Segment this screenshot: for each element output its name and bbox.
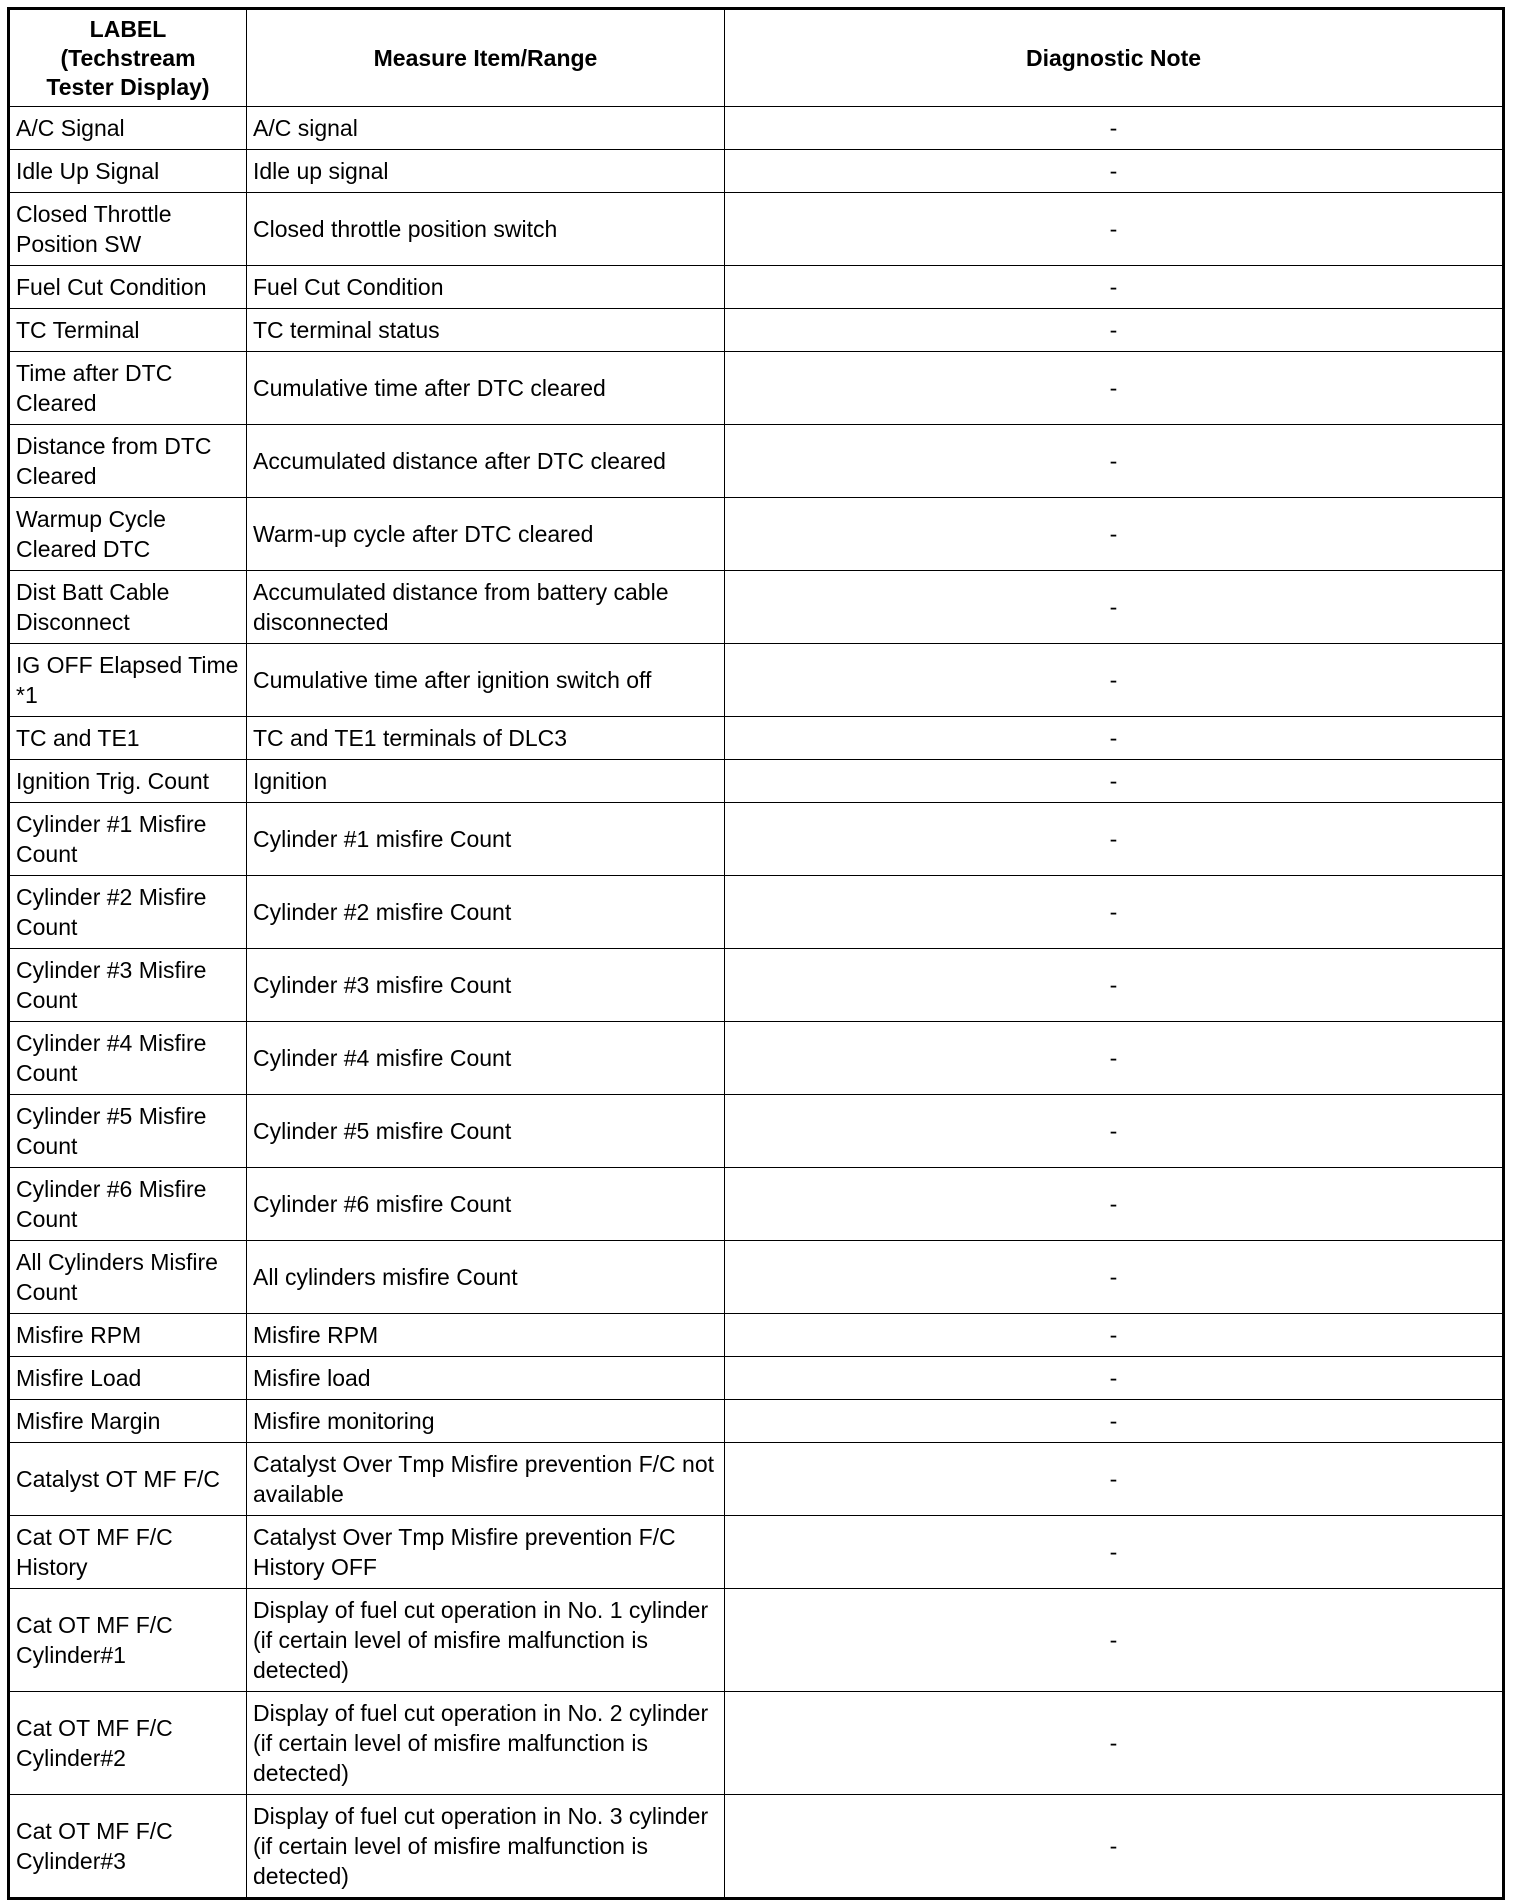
row-note: - <box>725 425 1504 498</box>
row-measure: Catalyst Over Tmp Misfire prevention F/C History OFF <box>247 1516 725 1589</box>
row-note: - <box>725 352 1504 425</box>
row-note: - <box>725 107 1504 150</box>
row-note: - <box>725 1314 1504 1357</box>
row-measure: Catalyst Over Tmp Misfire prevention F/C not available <box>247 1443 725 1516</box>
row-measure: Misfire monitoring <box>247 1400 725 1443</box>
row-note: - <box>725 876 1504 949</box>
row-label: Idle Up Signal <box>9 150 247 193</box>
row-note: - <box>725 1692 1504 1795</box>
row-note: - <box>725 571 1504 644</box>
row-measure: A/C signal <box>247 107 725 150</box>
row-measure: Cylinder #4 misfire Count <box>247 1022 725 1095</box>
row-label: Misfire Load <box>9 1357 247 1400</box>
table-row <box>9 1692 1504 1795</box>
row-label: Cylinder #4 Misfire Count <box>9 1022 247 1095</box>
row-note: - <box>725 1241 1504 1314</box>
row-measure: Fuel Cut Condition <box>247 266 725 309</box>
table-row <box>9 1516 1504 1589</box>
row-measure: Misfire load <box>247 1357 725 1400</box>
row-label: Catalyst OT MF F/C <box>9 1443 247 1516</box>
row-label: Closed Throttle Position SW <box>9 193 247 266</box>
row-measure: Cumulative time after DTC cleared <box>247 352 725 425</box>
row-note: - <box>725 1400 1504 1443</box>
row-label: Cylinder #1 Misfire Count <box>9 803 247 876</box>
table-body <box>9 107 1504 1899</box>
row-measure: Cylinder #5 misfire Count <box>247 1095 725 1168</box>
row-label: A/C Signal <box>9 107 247 150</box>
row-measure: Cylinder #2 misfire Count <box>247 876 725 949</box>
table-row <box>9 949 1504 1022</box>
row-measure: Display of fuel cut operation in No. 1 cylinder (if certain level of misfire malfunction is detected) <box>247 1589 725 1692</box>
row-label: Misfire RPM <box>9 1314 247 1357</box>
row-measure: Cylinder #1 misfire Count <box>247 803 725 876</box>
row-note: - <box>725 1095 1504 1168</box>
table-row <box>9 1168 1504 1241</box>
table-row <box>9 717 1504 760</box>
row-measure: Cumulative time after ignition switch off <box>247 644 725 717</box>
row-label: Fuel Cut Condition <box>9 266 247 309</box>
header-row <box>9 9 1504 107</box>
row-label: Cylinder #3 Misfire Count <box>9 949 247 1022</box>
header-label-line1: LABEL <box>89 15 167 42</box>
row-note: - <box>725 1589 1504 1692</box>
header-measure: Measure Item/Range <box>247 9 725 107</box>
row-label: Ignition Trig. Count <box>9 760 247 803</box>
row-label: Cylinder #5 Misfire Count <box>9 1095 247 1168</box>
header-label-line3: Tester Display) <box>46 73 210 100</box>
table-row <box>9 760 1504 803</box>
row-label: Cat OT MF F/C History <box>9 1516 247 1589</box>
row-label: Misfire Margin <box>9 1400 247 1443</box>
table-row <box>9 266 1504 309</box>
row-note: - <box>725 717 1504 760</box>
row-note: - <box>725 309 1504 352</box>
row-measure: Cylinder #3 misfire Count <box>247 949 725 1022</box>
row-label: All Cylinders Misfire Count <box>9 1241 247 1314</box>
row-label: Cylinder #2 Misfire Count <box>9 876 247 949</box>
row-note: - <box>725 803 1504 876</box>
row-label: Warmup Cycle Cleared DTC <box>9 498 247 571</box>
row-measure: Idle up signal <box>247 150 725 193</box>
header-label-line2: (Techstream <box>60 44 196 71</box>
table-row <box>9 876 1504 949</box>
table-row <box>9 803 1504 876</box>
row-note: - <box>725 266 1504 309</box>
row-label: TC and TE1 <box>9 717 247 760</box>
row-label: Cat OT MF F/C Cylinder#2 <box>9 1692 247 1795</box>
table-row <box>9 352 1504 425</box>
table-row <box>9 1400 1504 1443</box>
row-note: - <box>725 150 1504 193</box>
table-row <box>9 1241 1504 1314</box>
row-note: - <box>725 1516 1504 1589</box>
table-row <box>9 1022 1504 1095</box>
header-label <box>9 9 247 107</box>
row-measure: TC and TE1 terminals of DLC3 <box>247 717 725 760</box>
table-row <box>9 309 1504 352</box>
row-measure: Closed throttle position switch <box>247 193 725 266</box>
row-measure: Display of fuel cut operation in No. 3 cylinder (if certain level of misfire malfunction is detected) <box>247 1795 725 1899</box>
row-note: - <box>725 498 1504 571</box>
row-label: Distance from DTC Cleared <box>9 425 247 498</box>
table-row <box>9 1443 1504 1516</box>
table-row <box>9 1095 1504 1168</box>
row-label: Time after DTC Cleared <box>9 352 247 425</box>
row-note: - <box>725 193 1504 266</box>
row-note: - <box>725 1022 1504 1095</box>
table-row <box>9 193 1504 266</box>
row-measure: Misfire RPM <box>247 1314 725 1357</box>
row-measure: Cylinder #6 misfire Count <box>247 1168 725 1241</box>
table-header <box>9 9 1504 107</box>
row-measure: Accumulated distance after DTC cleared <box>247 425 725 498</box>
row-note: - <box>725 1168 1504 1241</box>
table-row <box>9 644 1504 717</box>
row-label: Dist Batt Cable Disconnect <box>9 571 247 644</box>
row-measure: Warm-up cycle after DTC cleared <box>247 498 725 571</box>
data-list-sheet <box>7 7 1505 1900</box>
row-label: Cat OT MF F/C Cylinder#3 <box>9 1795 247 1899</box>
table-row <box>9 498 1504 571</box>
row-label: IG OFF Elapsed Time *1 <box>9 644 247 717</box>
table-row <box>9 1357 1504 1400</box>
row-note: - <box>725 1795 1504 1899</box>
row-label: Cat OT MF F/C Cylinder#1 <box>9 1589 247 1692</box>
table-row <box>9 107 1504 150</box>
table-row <box>9 1589 1504 1692</box>
row-measure: Ignition <box>247 760 725 803</box>
row-measure: TC terminal status <box>247 309 725 352</box>
table-row <box>9 571 1504 644</box>
row-label: Cylinder #6 Misfire Count <box>9 1168 247 1241</box>
row-measure: Display of fuel cut operation in No. 2 cylinder (if certain level of misfire malfunction is detected) <box>247 1692 725 1795</box>
row-note: - <box>725 1443 1504 1516</box>
row-note: - <box>725 644 1504 717</box>
row-note: - <box>725 1357 1504 1400</box>
row-measure: All cylinders misfire Count <box>247 1241 725 1314</box>
table-row <box>9 1795 1504 1899</box>
row-note: - <box>725 949 1504 1022</box>
row-label: TC Terminal <box>9 309 247 352</box>
table-row <box>9 425 1504 498</box>
header-note: Diagnostic Note <box>725 9 1504 107</box>
table-row <box>9 1314 1504 1357</box>
row-measure: Accumulated distance from battery cable disconnected <box>247 571 725 644</box>
row-note: - <box>725 760 1504 803</box>
table-row <box>9 150 1504 193</box>
data-list-table <box>7 7 1505 1900</box>
